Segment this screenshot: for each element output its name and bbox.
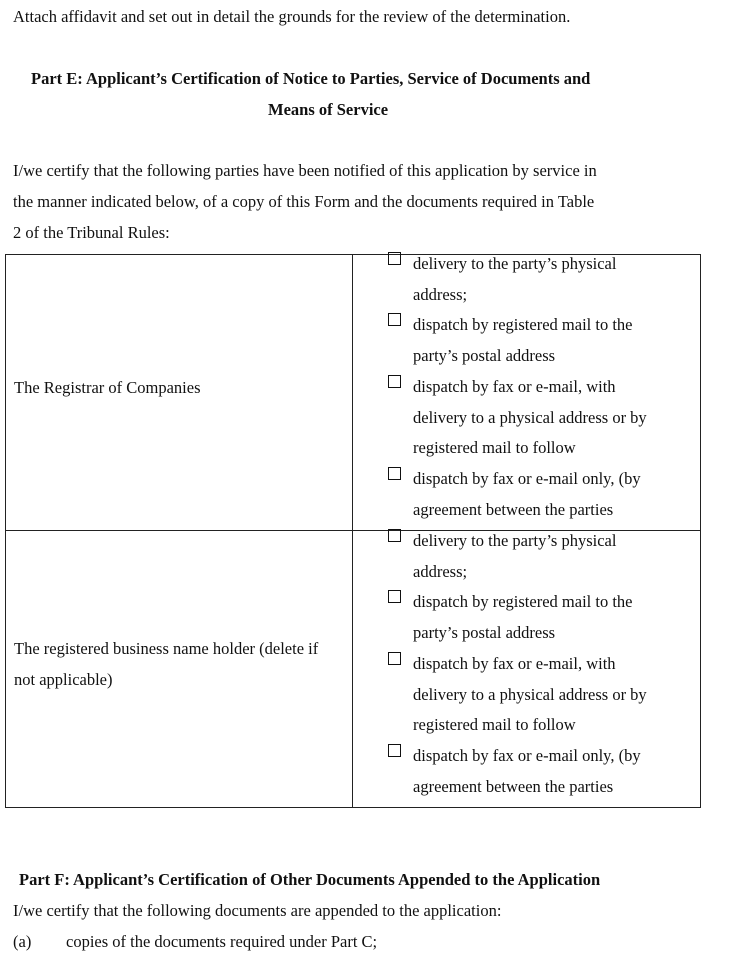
party-cell <box>6 255 353 531</box>
checkbox[interactable] <box>388 375 401 388</box>
intro-line: Attach affidavit and set out in detail the grounds for the review of the determination. <box>13 7 571 26</box>
service-option[interactable]: dispatch by fax or e-mail, with delivery to a physical address or by registered mail to follow <box>353 649 700 741</box>
service-option[interactable]: dispatch by fax or e-mail only, (by agreement between the parties <box>353 741 700 802</box>
checkbox[interactable] <box>388 652 401 665</box>
table-row <box>6 531 701 808</box>
part-e-heading-line2: Means of Service <box>268 100 389 119</box>
party-name: The Registrar of Companies <box>14 378 201 397</box>
checkbox[interactable] <box>388 590 401 603</box>
checkbox[interactable] <box>388 744 401 757</box>
service-options-cell <box>353 531 701 808</box>
service-option[interactable]: delivery to the party’s physical address; <box>353 526 700 587</box>
party-name: The registered business name holder (delete if not applicable) <box>14 639 319 689</box>
part-e-heading-line1: Part E: Applicant’s Certification of Notice to Parties, Service of Documents and <box>31 69 591 88</box>
part-f-heading: Part F: Applicant’s Certification of Other Documents Appended to the Application <box>19 870 601 889</box>
service-table <box>5 254 701 808</box>
checkbox[interactable] <box>388 252 401 265</box>
service-option[interactable]: dispatch by fax or e-mail, with delivery to a physical address or by registered mail to follow <box>353 372 700 464</box>
checkbox[interactable] <box>388 313 401 326</box>
service-options-cell <box>353 255 701 531</box>
service-option[interactable]: dispatch by fax or e-mail only, (by agreement between the parties <box>353 464 700 525</box>
part-e-cert-line-1: I/we certify that the following parties have been notified of this application by service in <box>13 161 597 180</box>
service-option[interactable]: dispatch by registered mail to the party’s postal address <box>353 310 700 371</box>
part-f-cert-line: I/we certify that the following documents are appended to the application: <box>13 901 502 920</box>
part-e-cert-line-2: the manner indicated below, of a copy of this Form and the documents required in Table <box>13 192 595 211</box>
table-row <box>6 255 701 531</box>
part-f-item-marker: (a) <box>13 932 32 951</box>
service-option[interactable]: dispatch by registered mail to the party’s postal address <box>353 587 700 648</box>
part-e-cert-line-3: 2 of the Tribunal Rules: <box>13 223 170 242</box>
checkbox[interactable] <box>388 467 401 480</box>
service-option[interactable]: delivery to the party’s physical address; <box>353 249 700 310</box>
part-f-item-text: copies of the documents required under Part C; <box>66 932 378 951</box>
checkbox[interactable] <box>388 529 401 542</box>
party-cell <box>6 531 353 808</box>
